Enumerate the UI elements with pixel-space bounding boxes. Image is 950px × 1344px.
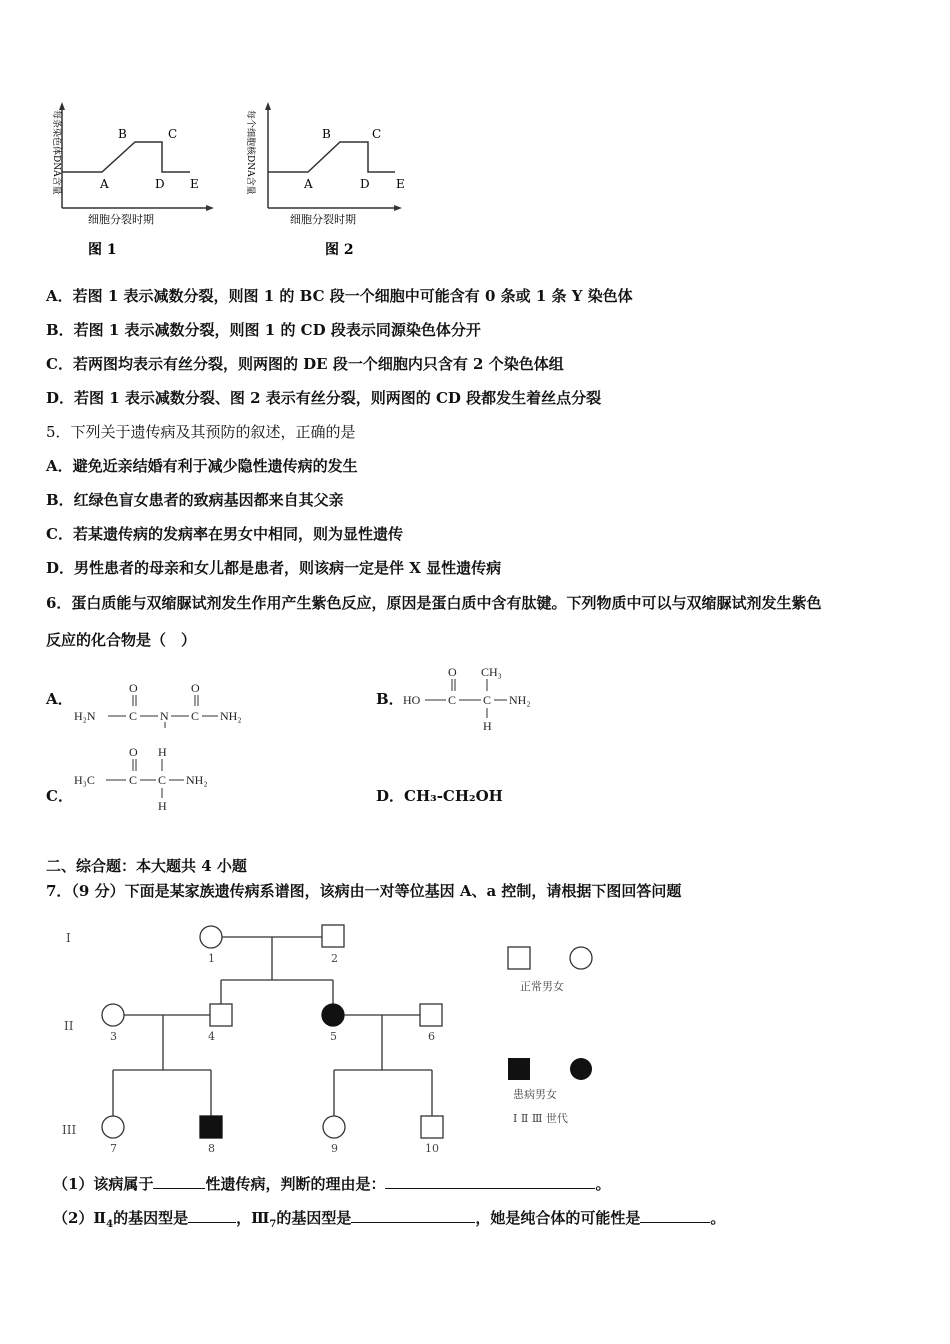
q6-option-d: D．CH₃-CH₂OH [376, 787, 503, 805]
svg-text:C: C [158, 773, 167, 787]
q7-sub1: （1）该病属于 性遗传病，判断的理由是： 。 [53, 1175, 611, 1193]
svg-text:9: 9 [331, 1142, 338, 1155]
fig1-label-c: C [168, 127, 178, 141]
member-3 [102, 1004, 124, 1026]
svg-text:H₂N: H₂N [74, 709, 96, 723]
svg-text:C: C [483, 693, 492, 707]
svg-text:NH₂: NH₂ [509, 693, 531, 707]
fig1-label-a: A [100, 177, 109, 191]
svg-text:HO: HO [403, 693, 421, 707]
member-4 [210, 1004, 232, 1026]
svg-text:H₃C: H₃C [74, 773, 95, 787]
svg-text:10: 10 [425, 1142, 439, 1155]
svg-text:2: 2 [331, 952, 338, 965]
legend-normal-label: 正常男女 [520, 980, 564, 993]
q6-stem-line2: 反应的化合物是（ ） [46, 631, 197, 649]
q6-structure-b [403, 662, 563, 734]
q5-option-d: D．男性患者的母亲和女儿都是患者，则该病一定是伴 X 显性遗传病 [46, 559, 502, 577]
fig2-label-d: D [360, 177, 370, 191]
svg-text:1: 1 [208, 952, 215, 965]
member-8-affected [200, 1116, 222, 1138]
q5-option-b: B．红绿色盲女患者的致病基因都来自其父亲 [46, 491, 344, 509]
q6-structure-a [74, 678, 264, 728]
svg-text:C: C [129, 709, 138, 723]
pedigree-chart [58, 918, 648, 1158]
svg-text:CH₃: CH₃ [481, 665, 502, 679]
svg-text:7: 7 [110, 1142, 117, 1155]
legend-normal-male [508, 947, 530, 969]
svg-text:O: O [129, 681, 138, 695]
section-2-heading: 二、综合题：本大题共 4 小题 [46, 857, 247, 875]
answer-blank-4[interactable] [351, 1209, 475, 1223]
legend-affected-female [570, 1058, 592, 1080]
svg-text:O: O [191, 681, 200, 695]
fig2-caption: 图 2 [325, 242, 354, 258]
fig2-label-c: C [372, 127, 382, 141]
q6-label-a: A． [46, 690, 73, 708]
member-1 [200, 926, 222, 948]
svg-text:C: C [191, 709, 200, 723]
legend-generation-label: I Ⅱ Ⅲ 世代 [513, 1112, 568, 1125]
fig2-label-a: A [304, 177, 313, 191]
gen-label-3: III [62, 1123, 77, 1137]
gen-label-2: II [64, 1019, 74, 1033]
member-9 [323, 1116, 345, 1138]
gen-label-1: I [66, 931, 71, 945]
q6-label-c: C． [46, 787, 73, 805]
member-7 [102, 1116, 124, 1138]
figure-2 [245, 102, 405, 258]
q4-option-c: C．若两图均表示有丝分裂，则两图的 DE 段一个细胞内只含有 2 个染色体组 [46, 355, 564, 373]
fig1-caption: 图 1 [88, 242, 117, 258]
svg-text:3: 3 [110, 1030, 117, 1043]
legend-affected-male [508, 1058, 530, 1080]
svg-text:C: C [129, 773, 138, 787]
member-6 [420, 1004, 442, 1026]
member-2 [322, 925, 344, 947]
fig1-label-b: B [118, 127, 127, 141]
q5-option-a: A．避免近亲结婚有利于减少隐性遗传病的发生 [46, 457, 358, 475]
fig1-ylabel: 每条染色体DNA含量 [51, 110, 61, 195]
fig2-label-e: E [396, 177, 405, 191]
figure-graphs [40, 98, 430, 263]
answer-blank-1[interactable] [153, 1175, 205, 1189]
fig2-label-b: B [322, 127, 331, 141]
svg-text:5: 5 [330, 1030, 337, 1043]
svg-text:O: O [448, 665, 457, 679]
legend-normal-female [570, 947, 592, 969]
svg-text:H: H [158, 745, 167, 759]
member-5-affected [322, 1004, 344, 1026]
fig2-xlabel: 细胞分裂时期 [290, 213, 356, 226]
q5-option-c: C．若某遗传病的发病率在男女中相同，则为显性遗传 [46, 525, 403, 543]
q7-stem: 7．（9 分）下面是某家族遗传病系谱图，该病由一对等位基因 A、a 控制，请根据下图回答问题 [46, 882, 682, 900]
answer-blank-5[interactable] [640, 1209, 710, 1223]
q5-stem: 5．下列关于遗传病及其预防的叙述，正确的是 [46, 423, 356, 441]
legend-affected-label: 患病男女 [513, 1088, 557, 1101]
q4-option-d: D．若图 1 表示减数分裂、图 2 表示有丝分裂，则两图的 CD 段都发生着丝点分裂 [46, 389, 602, 407]
svg-text:H: H [158, 799, 167, 813]
q4-option-a: A．若图 1 表示减数分裂，则图 1 的 BC 段一个细胞中可能含有 0 条或 1 条 Y 染色体 [46, 287, 633, 305]
svg-text:C: C [448, 693, 457, 707]
fig1-label-d: D [155, 177, 165, 191]
answer-blank-2[interactable] [385, 1175, 595, 1189]
svg-text:8: 8 [208, 1142, 215, 1155]
pedigree-legend [508, 947, 592, 1125]
q6-label-b: B． [376, 690, 404, 708]
fig2-ylabel: 每个细胞核DNA含量 [245, 110, 255, 195]
figure-1 [51, 102, 214, 258]
q6-stem-line1: 6．蛋白质能与双缩脲试剂发生作用产生紫色反应，原因是蛋白质中含有肽键。下列物质中可以与双缩脲试剂发生紫色 [46, 594, 822, 612]
svg-text:NH₂: NH₂ [220, 709, 242, 723]
svg-text:N: N [160, 709, 169, 723]
svg-text:6: 6 [428, 1030, 435, 1043]
q7-sub2: $(2)Ⅱ_4$的基因型是 ，$Ⅲ_7$的基因型是 ，她是纯合体的可能性是 。 [53, 1209, 726, 1230]
fig1-label-e: E [190, 177, 199, 191]
fig1-xlabel: 细胞分裂时期 [88, 213, 154, 226]
svg-text:NH₂: NH₂ [186, 773, 208, 787]
svg-text:H: H [483, 719, 492, 733]
svg-text:O: O [129, 745, 138, 759]
q6-structure-c [74, 742, 244, 814]
member-10 [421, 1116, 443, 1138]
svg-text:4: 4 [208, 1030, 215, 1043]
answer-blank-3[interactable] [188, 1209, 236, 1223]
q4-option-b: B．若图 1 表示减数分裂，则图 1 的 CD 段表示同源染色体分开 [46, 321, 481, 339]
